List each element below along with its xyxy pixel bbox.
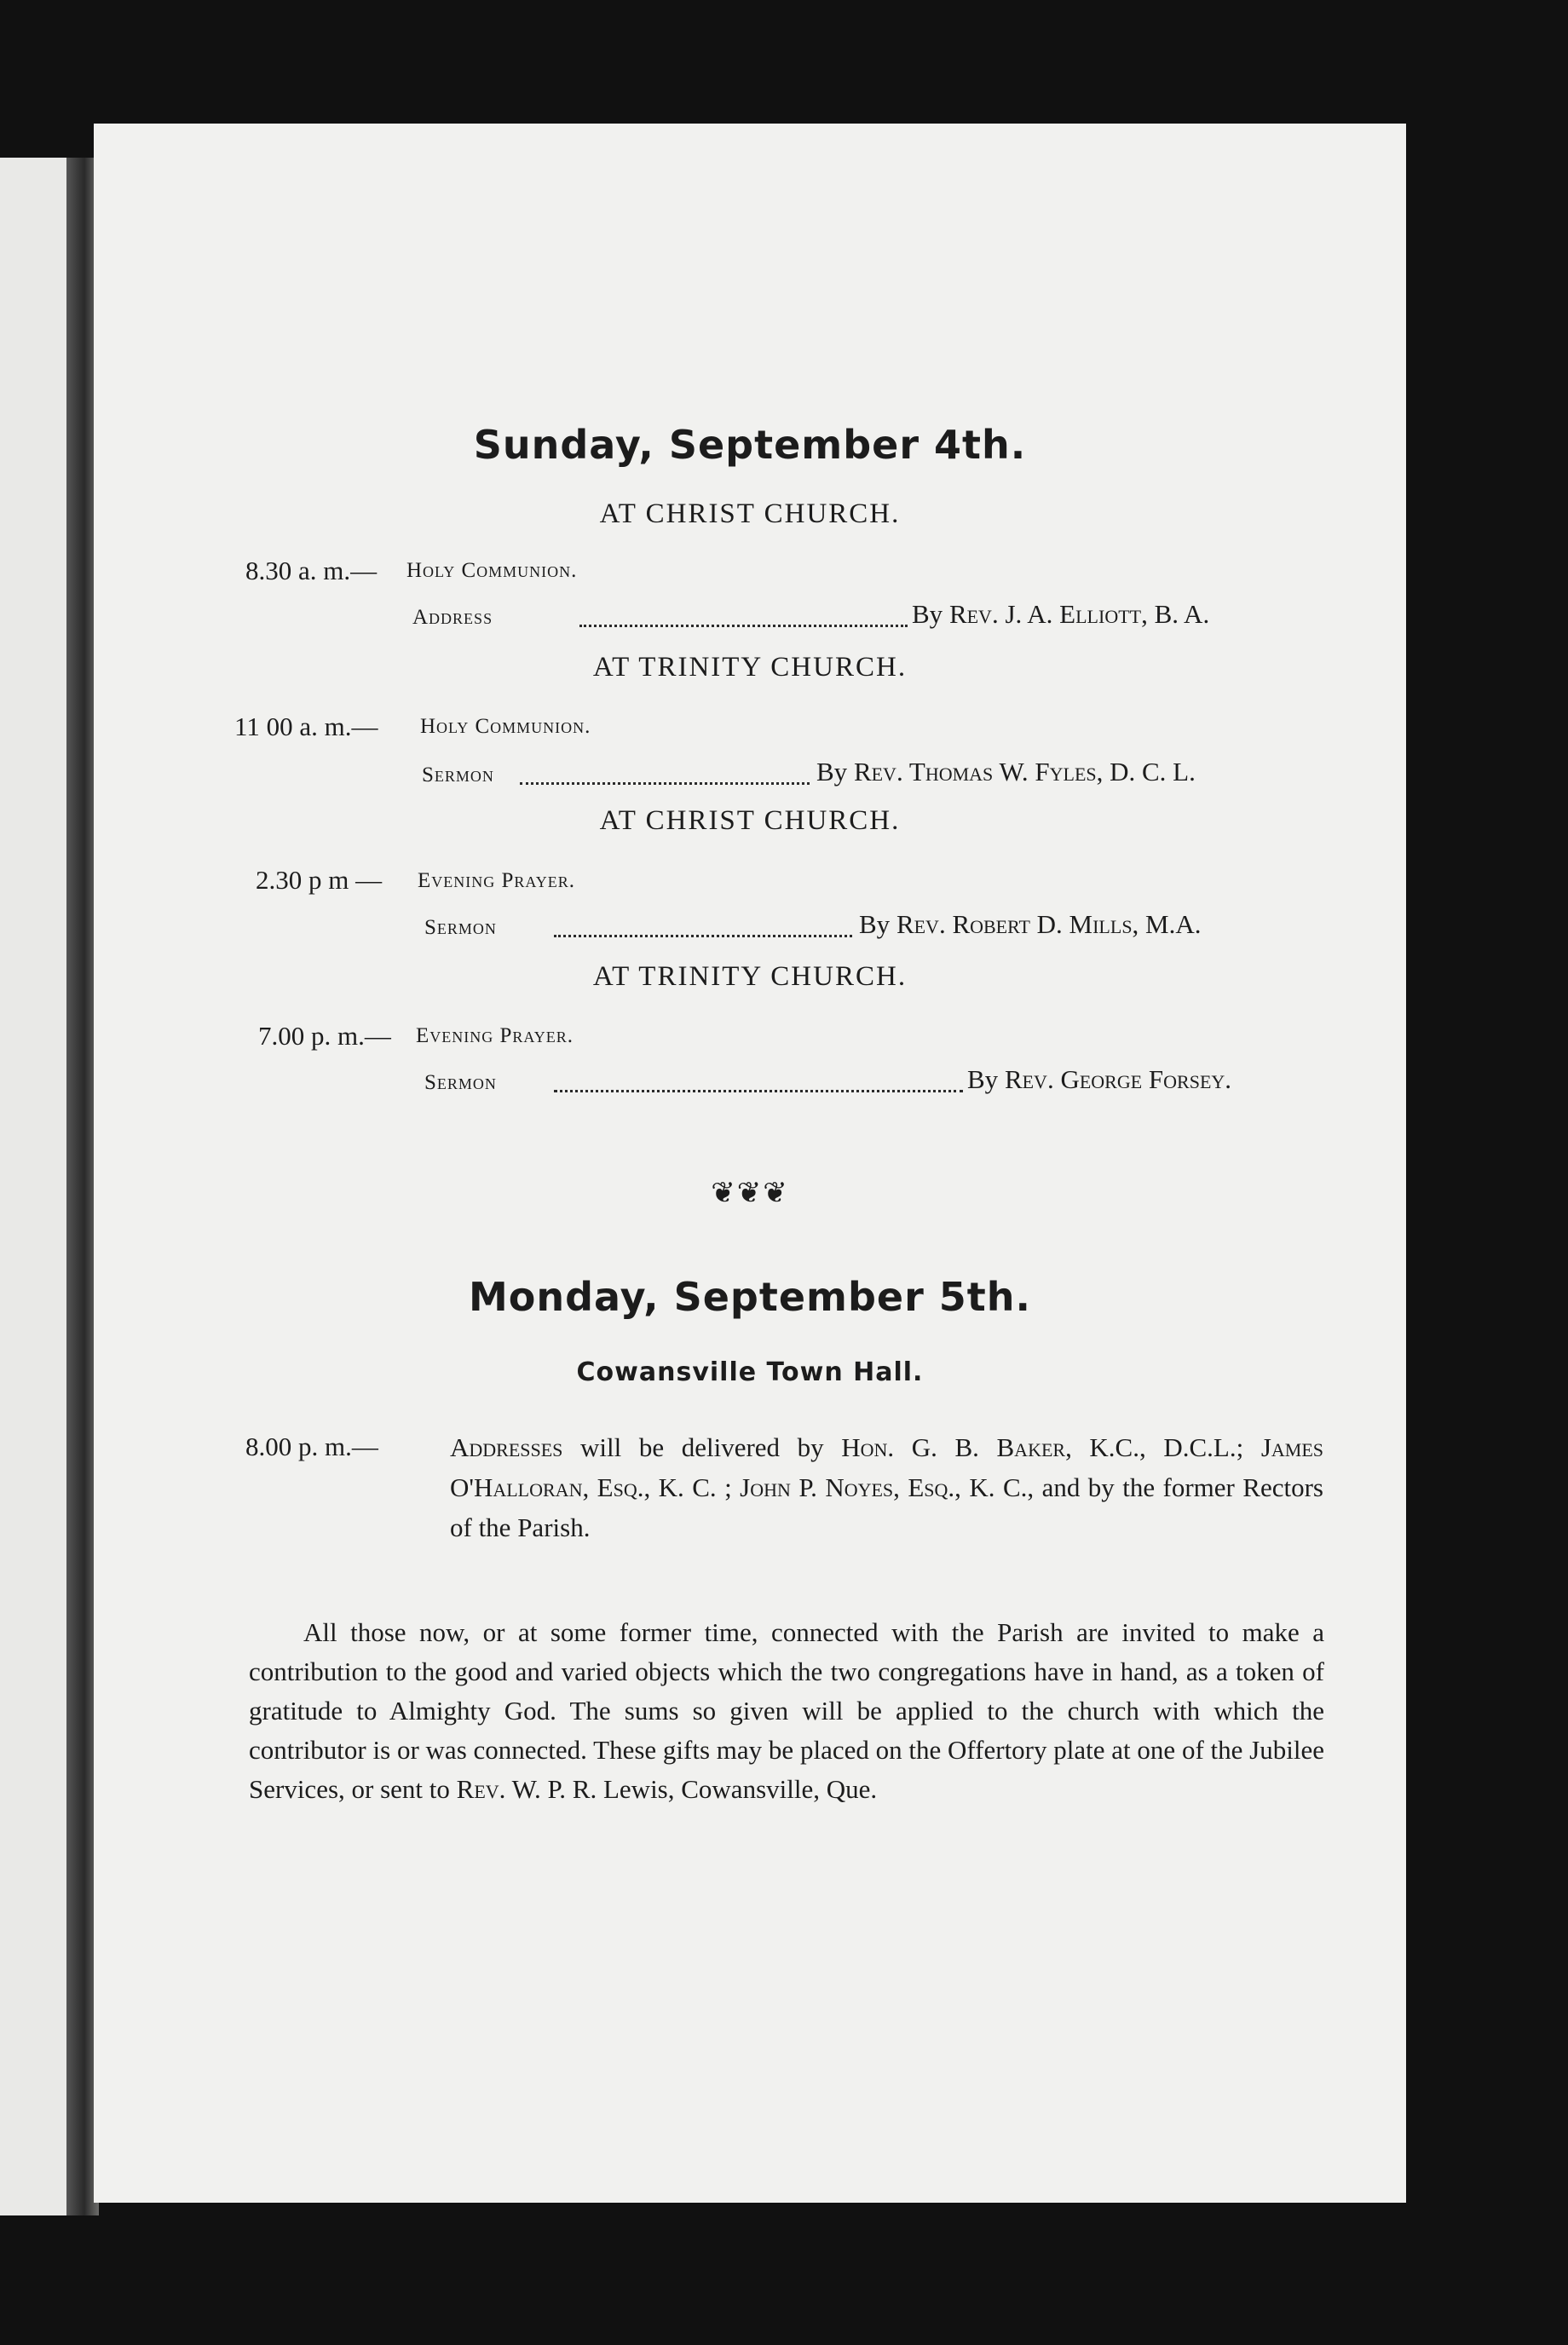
- invitation-text: All those now, or at some former time, connected with the Parish are invited to make a contribution to the good and varied objects which the two congregations have in hand, as a token of gratitude to Almighty God. The sums so given will be applied to the church with which the contributor is or was connected. These gifts may be placed on the Offertory plate at one of the Jubilee Services, or sent to: [249, 1617, 1324, 1804]
- church-heading-2: AT TRINITY CHURCH.: [592, 652, 908, 683]
- church-heading-1: AT CHRIST CHURCH.: [599, 498, 901, 529]
- preacher-line-2: [816, 757, 1196, 787]
- service-name-1: Holy Communion.: [406, 559, 578, 582]
- dot-leader-4: [554, 1069, 963, 1092]
- by-word-4: By: [967, 1064, 999, 1094]
- service-item-2: Sermon: [422, 763, 494, 786]
- fleuron-ornament: ❦❦❦: [711, 1178, 789, 1209]
- preacher-3: Rev. Robert D. Mills, M.A.: [896, 909, 1202, 939]
- page-content: [94, 124, 1406, 2203]
- service-item-1: Address: [412, 606, 493, 629]
- service-name-4: Evening Prayer.: [416, 1024, 574, 1047]
- preacher-2: Rev. Thomas W. Fyles, D. C. L.: [853, 757, 1196, 786]
- service-item-4: Sermon: [424, 1071, 497, 1094]
- speaker-sep-2: ;: [716, 1472, 741, 1502]
- addresses-label: Addresses: [450, 1432, 563, 1462]
- program-page: [94, 124, 1406, 2203]
- speaker-1: Hon. G. B. Baker, K.C., D.C.L.: [841, 1432, 1237, 1462]
- addresses-text-1: will be delivered by: [562, 1432, 842, 1462]
- church-heading-4: AT TRINITY CHURCH.: [592, 961, 908, 992]
- by-word-3: By: [859, 909, 891, 939]
- preacher-4: Rev. George Forsey.: [1004, 1064, 1232, 1094]
- dot-leader-1: [579, 604, 908, 627]
- monday-time: 8.00 p. m.—: [245, 1432, 378, 1461]
- preacher-1: Rev. J. A. Elliott, B. A.: [948, 599, 1210, 629]
- preacher-line-4: [967, 1064, 1231, 1095]
- church-heading-3: AT CHRIST CHURCH.: [599, 805, 901, 836]
- service-item-3: Sermon: [424, 916, 497, 939]
- speaker-2: James O'Halloran, Esq., K. C.: [450, 1432, 1323, 1502]
- speaker-sep-1: ;: [1236, 1432, 1261, 1462]
- monday-heading: Monday, September 5th.: [468, 1274, 1031, 1320]
- sunday-heading: Sunday, September 4th.: [473, 422, 1027, 468]
- monday-addresses: [450, 1427, 1323, 1547]
- preacher-line-3: [859, 909, 1202, 940]
- addresses-text-2: , and by the former Rectors of the Parish.: [450, 1472, 1323, 1542]
- invitation-text-end: Lewis, Cowansville, Que.: [597, 1774, 878, 1804]
- venue-heading: Cowansville Town Hall.: [576, 1357, 924, 1387]
- service-name-3: Evening Prayer.: [418, 869, 576, 892]
- invitation-name: Rev. W. P. R.: [456, 1774, 597, 1804]
- by-word-2: By: [816, 757, 848, 786]
- service-time-2: 11 00 a. m.—: [234, 712, 378, 741]
- service-time-1: 8.30 a. m.—: [245, 556, 378, 585]
- service-name-2: Holy Communion.: [420, 715, 591, 738]
- dot-leader-3: [554, 914, 852, 937]
- by-word-1: By: [912, 599, 943, 629]
- speaker-3: John P. Noyes, Esq., K. C.: [740, 1472, 1028, 1502]
- preacher-line-1: [912, 599, 1209, 630]
- dot-leader-2: [520, 762, 810, 785]
- service-time-3: 2.30 p m —: [256, 865, 383, 895]
- invitation-paragraph: [249, 1613, 1324, 1809]
- service-time-4: 7.00 p. m.—: [258, 1021, 391, 1051]
- facing-page-edge: [0, 158, 72, 2215]
